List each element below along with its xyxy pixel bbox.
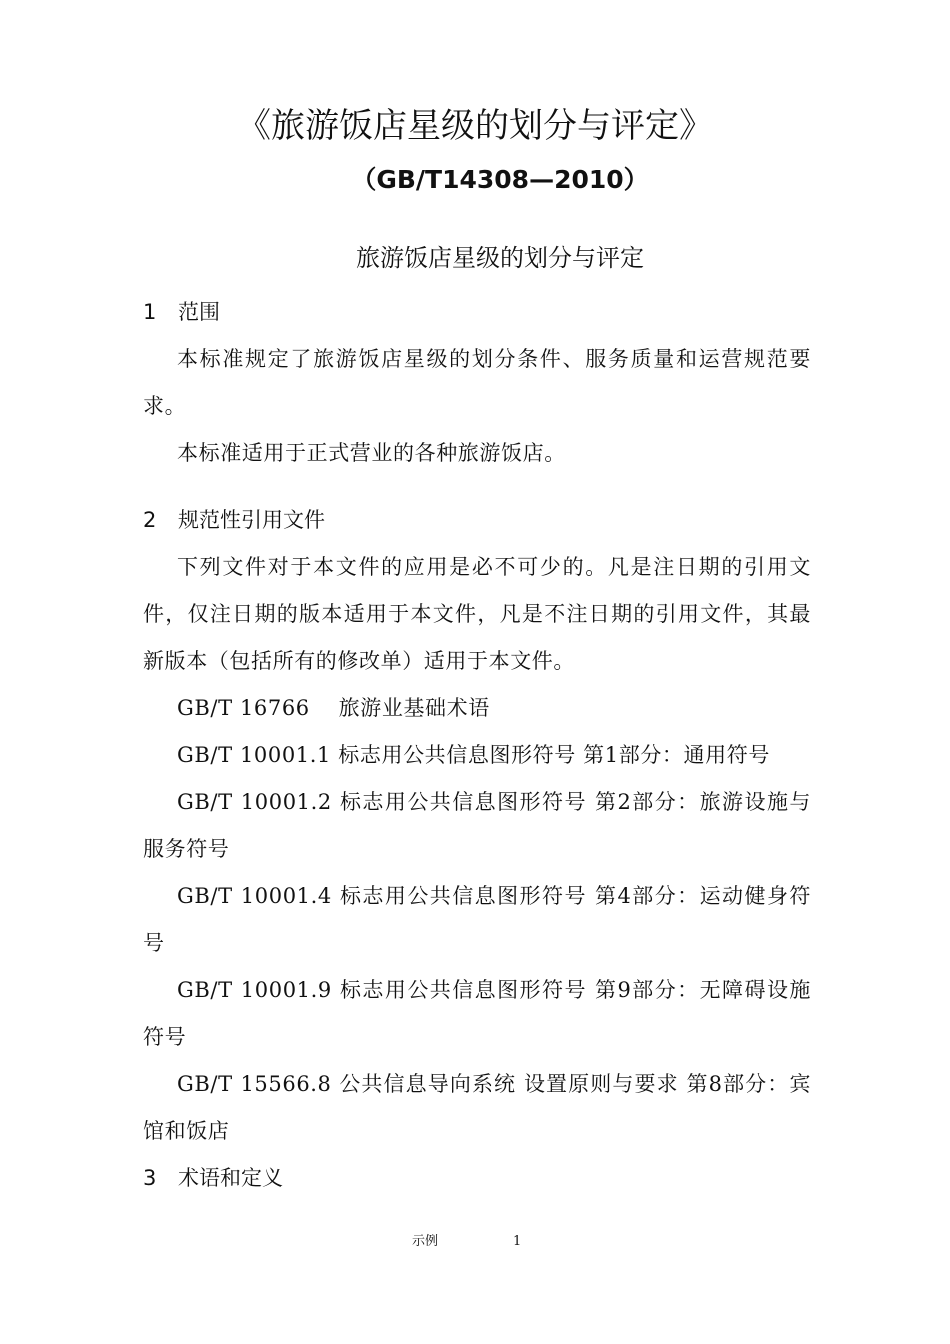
document-title: 《旅游饭店星级的划分与评定》 <box>237 106 713 146</box>
reference-item: GB/T 10001.1 标志用公共信息图形符号 第1部分：通用符号 <box>177 743 770 767</box>
reference-item: GB/T 10001.4 标志用公共信息图形符号 第4部分：运动健身符号 <box>143 884 811 955</box>
footer-label: 示例 <box>412 1234 439 1249</box>
reference-item: GB/T 10001.2 标志用公共信息图形符号 第2部分：旅游设施与服务符号 <box>143 790 811 861</box>
section-number: 2 <box>143 508 157 532</box>
paragraph: 本标准规定了旅游饭店星级的划分条件、服务质量和运营规范要求。 <box>143 347 811 418</box>
page-footer <box>0 1230 950 1254</box>
section-heading-normative-references <box>143 497 811 544</box>
reference-item: GB/T 16766 旅游业基础术语 <box>177 696 490 720</box>
section-title: 范围 <box>178 300 220 324</box>
section-title: 术语和定义 <box>178 1166 283 1190</box>
paragraph: 本标准适用于正式营业的各种旅游饭店。 <box>177 441 566 465</box>
standard-code: （GB/T14308—2010） <box>351 165 649 194</box>
section-heading-terms-definitions <box>143 1155 811 1202</box>
reference-item: GB/T 10001.9 标志用公共信息图形符号 第9部分：无障碍设施符号 <box>143 978 811 1049</box>
document-body <box>143 289 811 1202</box>
section-title: 规范性引用文件 <box>178 508 325 532</box>
section-heading-scope <box>143 289 811 336</box>
section-number: 1 <box>143 300 157 324</box>
section-number: 3 <box>143 1166 157 1190</box>
paragraph: 下列文件对于本文件的应用是必不可少的。凡是注日期的引用文件，仅注日期的版本适用于本文件，凡是不注日期的引用文件，其最新版本（包括所有的修改单）适用于本文件。 <box>143 555 811 673</box>
reference-item: GB/T 15566.8 公共信息导向系统 设置原则与要求 第8部分：宾馆和饭店 <box>143 1072 811 1143</box>
document-subtitle: 旅游饭店星级的划分与评定 <box>356 244 644 272</box>
page-number: 1 <box>513 1234 522 1249</box>
